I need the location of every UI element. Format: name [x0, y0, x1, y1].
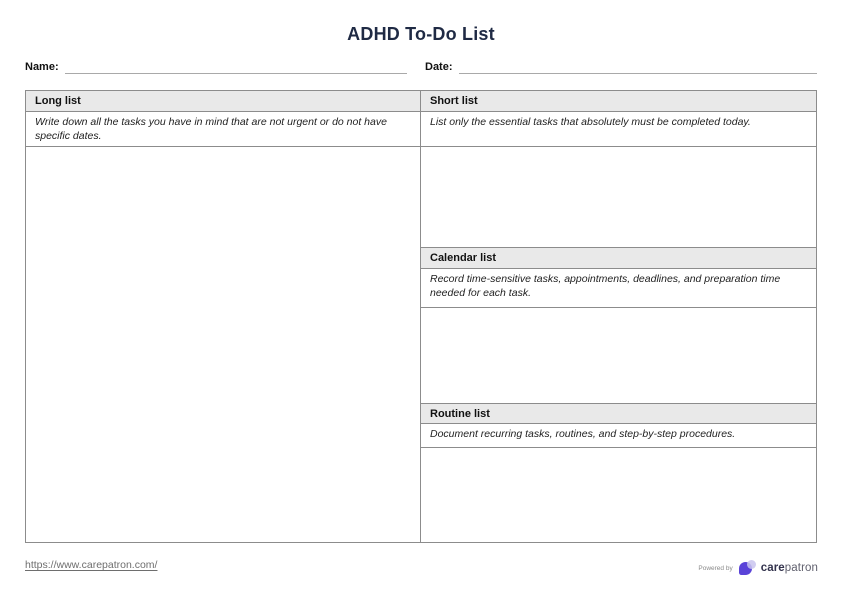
brand-care-text: care — [760, 562, 785, 574]
long-list-header: Long list — [26, 91, 420, 112]
carepatron-link[interactable]: https://www.carepatron.com/ — [25, 559, 158, 571]
long-list-writing-area[interactable] — [26, 147, 420, 542]
calendar-list-instruction: Record time-sensitive tasks, appointments, deadlines, and preparation time needed for each task. — [421, 269, 816, 308]
routine-list-header: Routine list — [421, 404, 816, 424]
routine-list-writing-area[interactable] — [421, 448, 816, 542]
long-list-column — [26, 91, 421, 542]
carepatron-logo-icon — [739, 560, 757, 577]
date-input-line[interactable] — [459, 60, 817, 74]
routine-list-instruction: Document recurring tasks, routines, and step-by-step procedures. — [421, 424, 816, 448]
logo-light-blob-icon — [747, 560, 756, 569]
name-input-line[interactable] — [65, 60, 407, 74]
short-list-instruction: List only the essential tasks that absolutely must be completed today. — [421, 112, 816, 147]
powered-by-badge — [698, 558, 818, 578]
right-column — [421, 91, 816, 542]
date-label: Date: — [425, 61, 453, 73]
date-field-group — [425, 60, 817, 74]
brand-patron-text: patron — [784, 562, 818, 574]
brand-wordmark — [761, 562, 818, 574]
long-list-instruction: Write down all the tasks you have in mind that are not urgent or do not have specific dates. — [26, 112, 420, 147]
powered-by-label: Powered by — [698, 564, 733, 572]
short-list-writing-area[interactable] — [421, 147, 816, 248]
todo-list-table — [25, 90, 817, 543]
name-label: Name: — [25, 61, 59, 73]
page-title: ADHD To-Do List — [347, 24, 495, 44]
short-list-header: Short list — [421, 91, 816, 112]
calendar-list-writing-area[interactable] — [421, 308, 816, 404]
name-date-row — [25, 60, 817, 74]
name-field-group — [25, 60, 407, 74]
calendar-list-header: Calendar list — [421, 248, 816, 269]
